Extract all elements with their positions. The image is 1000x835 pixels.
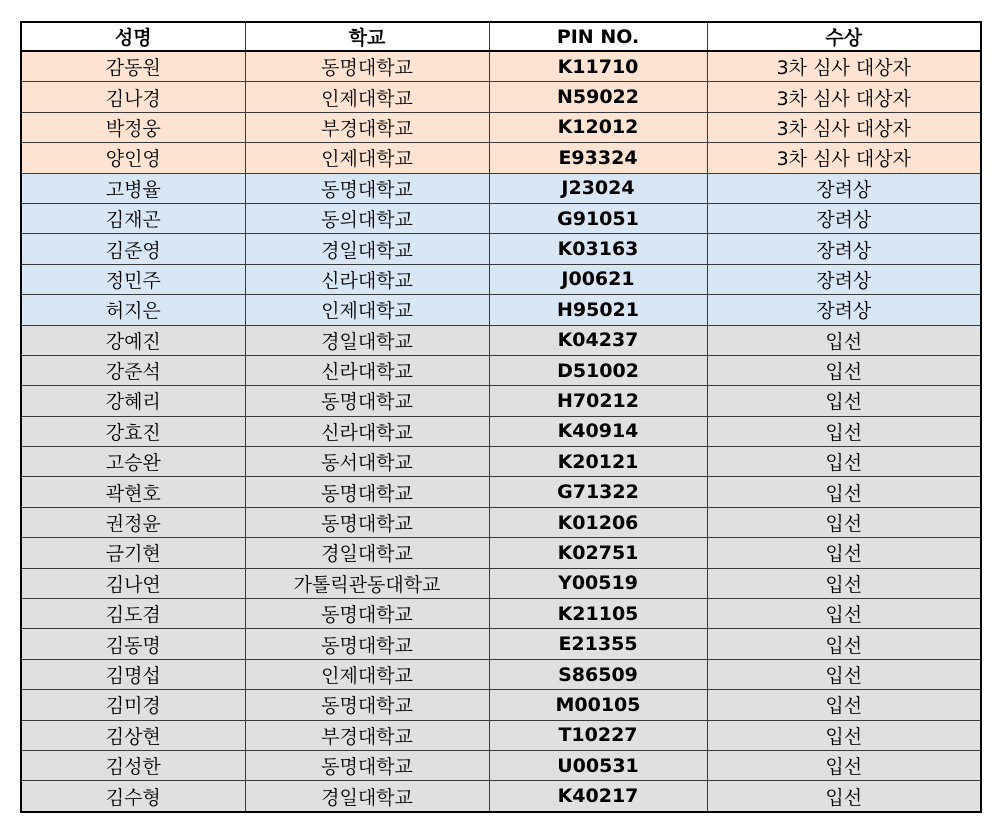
table-row — [21, 325, 981, 355]
cell-name: 금기현 — [21, 538, 245, 568]
table-row — [21, 750, 981, 780]
cell-name: 김나연 — [21, 568, 245, 598]
cell-school: 경일대학교 — [245, 781, 489, 812]
cell-pin: Y00519 — [489, 568, 707, 598]
cell-name: 고병율 — [21, 173, 245, 203]
cell-school: 경일대학교 — [245, 234, 489, 264]
table-row — [21, 599, 981, 629]
cell-school: 동서대학교 — [245, 447, 489, 477]
cell-pin: J00621 — [489, 264, 707, 294]
cell-pin: K21105 — [489, 599, 707, 629]
cell-school: 동명대학교 — [245, 690, 489, 720]
cell-pin: K40914 — [489, 416, 707, 446]
cell-name: 김수형 — [21, 781, 245, 812]
cell-award: 입선 — [707, 507, 981, 537]
cell-pin: J23024 — [489, 173, 707, 203]
cell-award: 3차 심사 대상자 — [707, 82, 981, 112]
cell-name: 김미경 — [21, 690, 245, 720]
cell-award: 입선 — [707, 599, 981, 629]
cell-school: 동명대학교 — [245, 507, 489, 537]
cell-award: 입선 — [707, 538, 981, 568]
cell-pin: K40217 — [489, 781, 707, 812]
cell-award: 입선 — [707, 781, 981, 812]
cell-award: 입선 — [707, 416, 981, 446]
cell-pin: H95021 — [489, 295, 707, 325]
cell-school: 동명대학교 — [245, 629, 489, 659]
table-row — [21, 295, 981, 325]
cell-school: 동명대학교 — [245, 599, 489, 629]
cell-name: 김도겸 — [21, 599, 245, 629]
header-pin: PIN NO. — [489, 22, 707, 51]
table-row — [21, 234, 981, 264]
cell-pin: K01206 — [489, 507, 707, 537]
table-row — [21, 477, 981, 507]
table-row — [21, 538, 981, 568]
cell-school: 인제대학교 — [245, 295, 489, 325]
cell-pin: G71322 — [489, 477, 707, 507]
table-header — [21, 22, 981, 51]
cell-award: 입선 — [707, 325, 981, 355]
cell-award: 장려상 — [707, 264, 981, 294]
cell-school: 인제대학교 — [245, 659, 489, 689]
table-body — [21, 51, 981, 812]
cell-school: 신라대학교 — [245, 355, 489, 385]
cell-pin: E21355 — [489, 629, 707, 659]
cell-pin: K03163 — [489, 234, 707, 264]
cell-pin: K11710 — [489, 51, 707, 82]
cell-pin: G91051 — [489, 203, 707, 233]
cell-school: 동명대학교 — [245, 386, 489, 416]
table-row — [21, 416, 981, 446]
cell-name: 양인영 — [21, 143, 245, 173]
cell-pin: T10227 — [489, 720, 707, 750]
cell-award: 입선 — [707, 629, 981, 659]
cell-school: 인제대학교 — [245, 82, 489, 112]
cell-school: 신라대학교 — [245, 264, 489, 294]
cell-award: 입선 — [707, 720, 981, 750]
table-row — [21, 264, 981, 294]
cell-award: 3차 심사 대상자 — [707, 51, 981, 82]
cell-name: 김나경 — [21, 82, 245, 112]
table-row — [21, 690, 981, 720]
cell-name: 김재곤 — [21, 203, 245, 233]
cell-name: 정민주 — [21, 264, 245, 294]
cell-award: 장려상 — [707, 173, 981, 203]
cell-name: 김준영 — [21, 234, 245, 264]
table-row — [21, 507, 981, 537]
table-row — [21, 82, 981, 112]
cell-award: 입선 — [707, 386, 981, 416]
cell-pin: D51002 — [489, 355, 707, 385]
table-row — [21, 568, 981, 598]
cell-school: 인제대학교 — [245, 143, 489, 173]
table-row — [21, 112, 981, 142]
cell-pin: U00531 — [489, 750, 707, 780]
cell-name: 강예진 — [21, 325, 245, 355]
cell-school: 동명대학교 — [245, 173, 489, 203]
table-row — [21, 659, 981, 689]
table-row — [21, 173, 981, 203]
cell-name: 허지은 — [21, 295, 245, 325]
cell-pin: K12012 — [489, 112, 707, 142]
cell-school: 가톨릭관동대학교 — [245, 568, 489, 598]
cell-name: 박정웅 — [21, 112, 245, 142]
table-row — [21, 629, 981, 659]
cell-name: 강효진 — [21, 416, 245, 446]
cell-school: 동의대학교 — [245, 203, 489, 233]
cell-pin: H70212 — [489, 386, 707, 416]
table-row — [21, 51, 981, 82]
cell-award: 장려상 — [707, 203, 981, 233]
cell-award: 입선 — [707, 690, 981, 720]
cell-name: 김명섭 — [21, 659, 245, 689]
cell-pin: K02751 — [489, 538, 707, 568]
awards-table — [20, 21, 982, 813]
cell-name: 권정윤 — [21, 507, 245, 537]
cell-school: 신라대학교 — [245, 416, 489, 446]
cell-name: 김동명 — [21, 629, 245, 659]
header-name: 성명 — [21, 22, 245, 51]
cell-name: 강혜리 — [21, 386, 245, 416]
cell-award: 장려상 — [707, 234, 981, 264]
header-row — [21, 22, 981, 51]
table-row — [21, 143, 981, 173]
cell-award: 3차 심사 대상자 — [707, 112, 981, 142]
cell-pin: E93324 — [489, 143, 707, 173]
cell-award: 입선 — [707, 477, 981, 507]
cell-name: 감동원 — [21, 51, 245, 82]
cell-name: 김상현 — [21, 720, 245, 750]
cell-school: 부경대학교 — [245, 720, 489, 750]
cell-school: 동명대학교 — [245, 750, 489, 780]
cell-name: 강준석 — [21, 355, 245, 385]
cell-pin: N59022 — [489, 82, 707, 112]
cell-name: 김성한 — [21, 750, 245, 780]
cell-award: 입선 — [707, 659, 981, 689]
cell-name: 곽현호 — [21, 477, 245, 507]
table-row — [21, 447, 981, 477]
cell-award: 입선 — [707, 355, 981, 385]
header-school: 학교 — [245, 22, 489, 51]
cell-award: 입선 — [707, 568, 981, 598]
table-row — [21, 781, 981, 812]
cell-school: 경일대학교 — [245, 538, 489, 568]
cell-pin: K20121 — [489, 447, 707, 477]
cell-pin: K04237 — [489, 325, 707, 355]
cell-school: 동명대학교 — [245, 51, 489, 82]
cell-pin: S86509 — [489, 659, 707, 689]
table-row — [21, 720, 981, 750]
cell-pin: M00105 — [489, 690, 707, 720]
cell-award: 입선 — [707, 447, 981, 477]
table-row — [21, 355, 981, 385]
cell-school: 부경대학교 — [245, 112, 489, 142]
cell-school: 동명대학교 — [245, 477, 489, 507]
header-award: 수상 — [707, 22, 981, 51]
cell-name: 고승완 — [21, 447, 245, 477]
cell-award: 3차 심사 대상자 — [707, 143, 981, 173]
cell-award: 장려상 — [707, 295, 981, 325]
table-row — [21, 203, 981, 233]
cell-school: 경일대학교 — [245, 325, 489, 355]
table-row — [21, 386, 981, 416]
awards-table-container — [20, 21, 980, 813]
cell-award: 입선 — [707, 750, 981, 780]
